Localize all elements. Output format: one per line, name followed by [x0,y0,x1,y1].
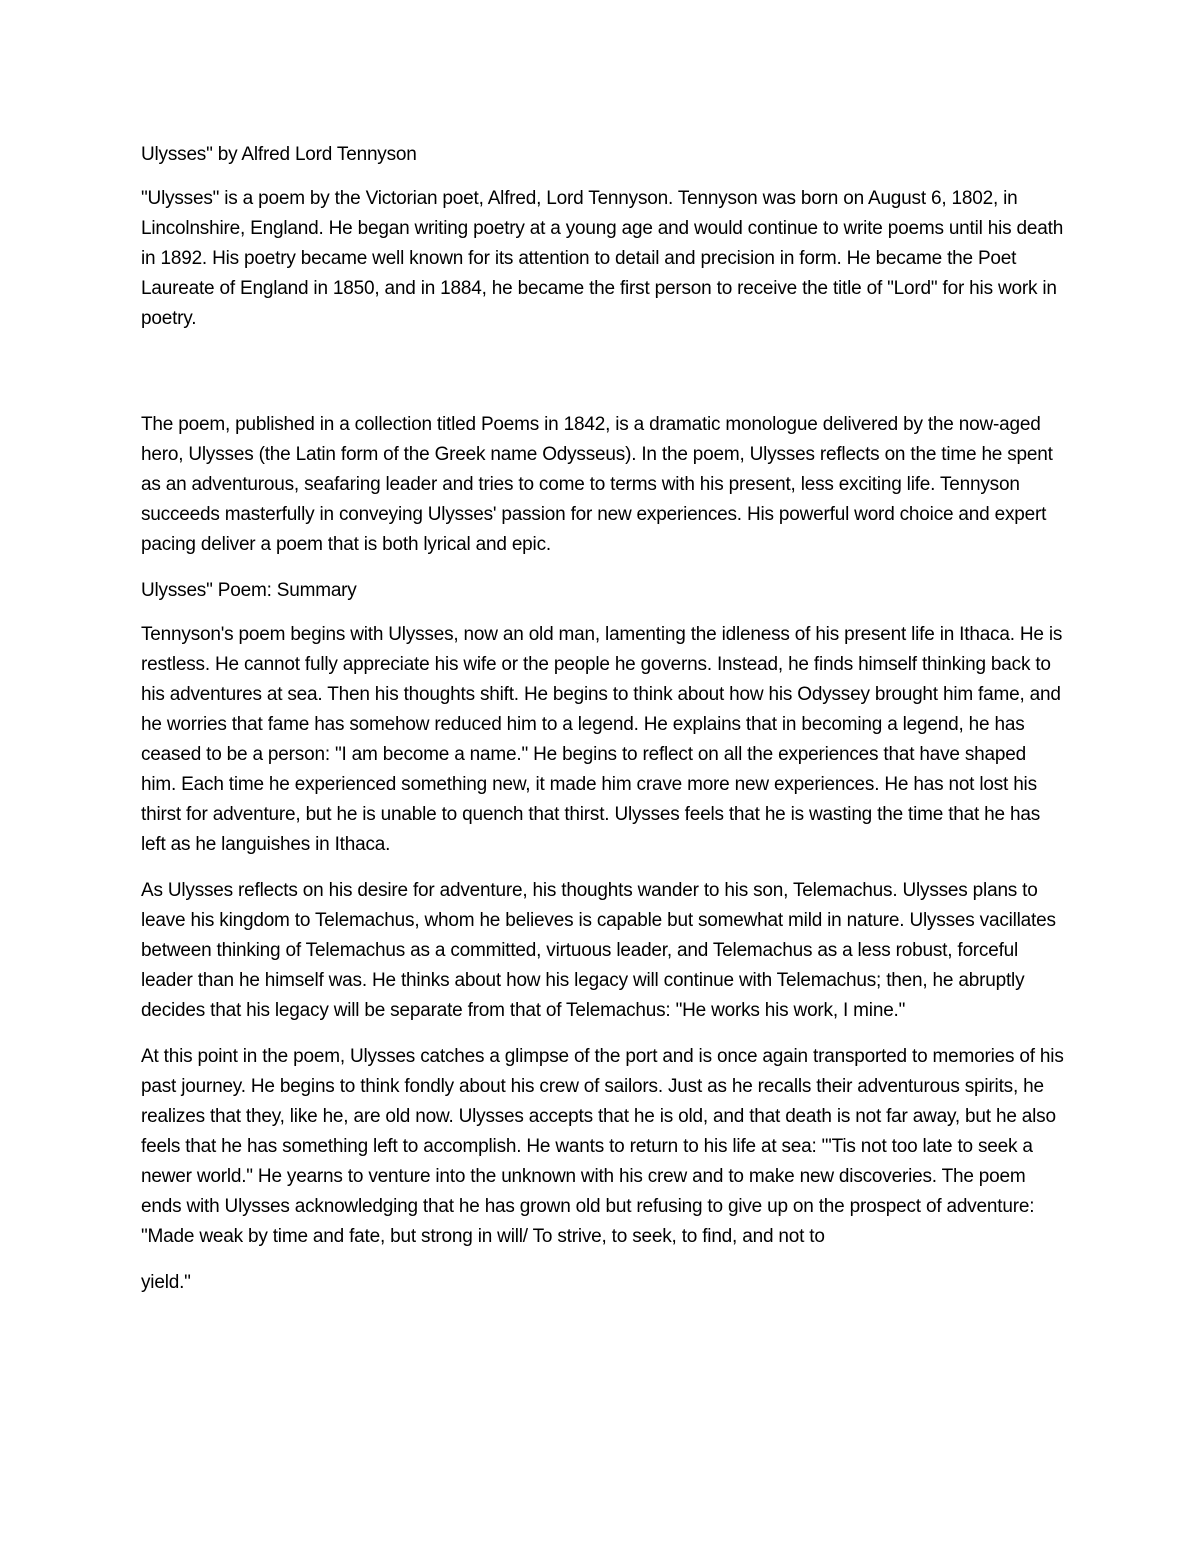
document-title: Ulysses" by Alfred Lord Tennyson [141,144,417,165]
summary-paragraph-3: At this point in the poem, Ulysses catches a glimpse of the port and is once again transported to memories of his past journey. He begins to think fondly about his crew of sailors. Just as he recalls their adventurous spirits, he realizes that they, like he, are old now. Ulysses accepts that he is old, and that death is not far away, but he also feels that he has something left to accomplish. He wants to return to his life at sea: "'Tis not too late to seek a newer world." He yearns to venture into the unknown with his crew and to make new discoveries. The poem ends with Ulysses acknowledging that he has grown old but refusing to give up on the prospect of adventure: "Made weak by time and fate, but strong in will/ To strive, to seek, to find, and not to [141,1046,1064,1247]
intro-paragraph: "Ulysses" is a poem by the Victorian poet, Alfred, Lord Tennyson. Tennyson was born on August 6, 1802, in Lincolnshire, England. He began writing poetry at a young age and would continue to write poems until his death in 1892. His poetry became well known for its attention to detail and precision in form. He became the Poet Laureate of England in 1850, and in 1884, he became the first person to receive the title of "Lord" for his work in poetry. [141,188,1064,329]
document-body [141,140,1066,1314]
summary-heading: Ulysses" Poem: Summary [141,580,357,601]
closing-line: yield." [141,1272,191,1293]
summary-paragraph-1: Tennyson's poem begins with Ulysses, now an old man, lamenting the idleness of his present life in Ithaca. He is restless. He cannot fully appreciate his wife or the people he governs. Instead, he finds himself thinking back to his adventures at sea. Then his thoughts shift. He begins to think about how his Odyssey brought him fame, and he worries that fame has somehow reduced him to a legend. He explains that in becoming a legend, he has ceased to be a person: "I am become a name." He begins to reflect on all the experiences that have shaped him. Each time he experienced something new, it made him crave more new experiences. He has not lost his thirst for adventure, but he is unable to quench that thirst. Ulysses feels that he is wasting the time that he has left as he languishes in Ithaca. [141,624,1063,855]
poem-paragraph: The poem, published in a collection titled Poems in 1842, is a dramatic monologue delivered by the now-aged hero, Ulysses (the Latin form of the Greek name Odysseus). In the poem, Ulysses reflects on the time he spent as an adventurous, seafaring leader and tries to come to terms with his present, less exciting life. Tennyson succeeds masterfully in conveying Ulysses' passion for new experiences. His powerful word choice and expert pacing deliver a poem that is both lyrical and epic. [141,414,1053,555]
summary-paragraph-2: As Ulysses reflects on his desire for adventure, his thoughts wander to his son, Telemachus. Ulysses plans to leave his kingdom to Telemachus, whom he believes is capable but somewhat mild in nature. Ulysses vacillates between thinking of Telemachus as a committed, virtuous leader, and Telemachus as a less robust, forceful leader than he himself was. He thinks about how his legacy will continue with Telemachus; then, he abruptly decides that his legacy will be separate from that of Telemachus: "He works his work, I mine." [141,880,1056,1021]
